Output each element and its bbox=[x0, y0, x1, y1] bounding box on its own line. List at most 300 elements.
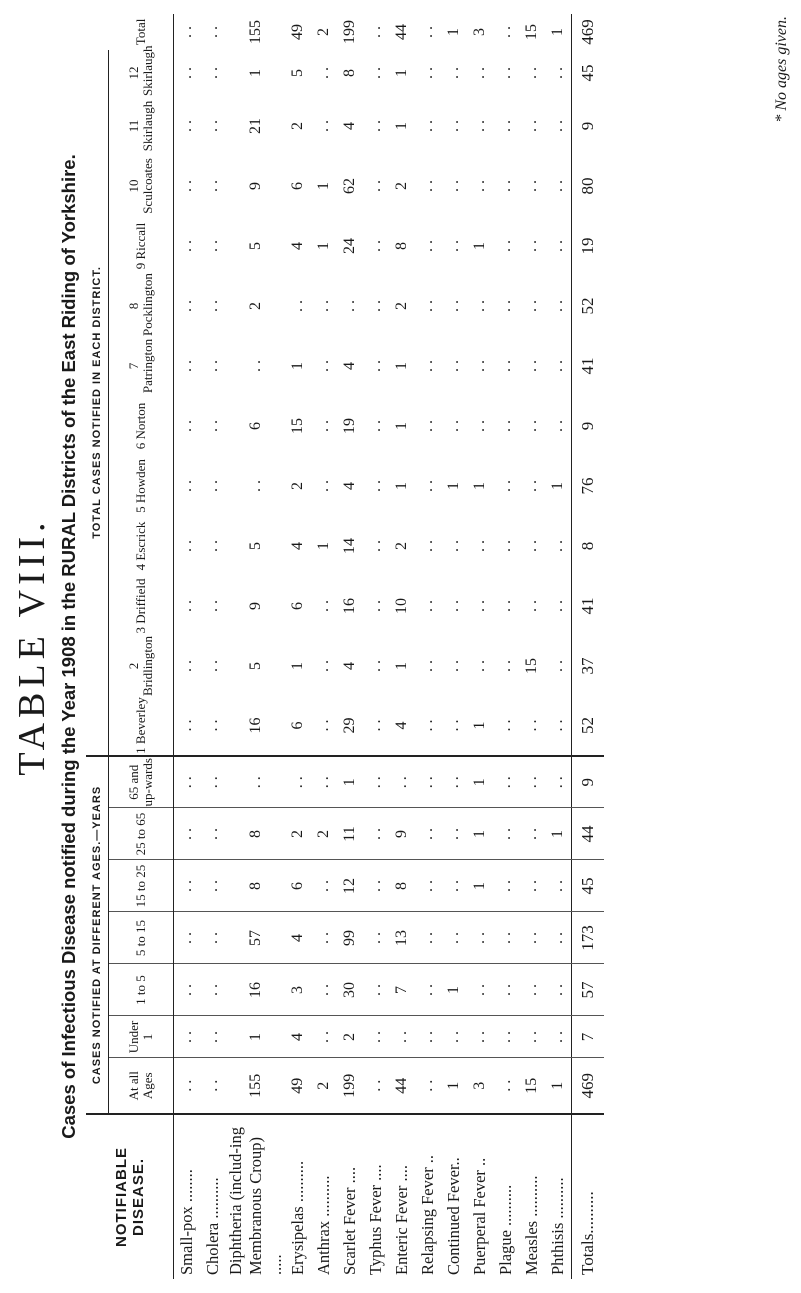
district-header: 1 Beverley bbox=[109, 696, 174, 756]
value-cell: 4 bbox=[289, 542, 307, 550]
disease-name: Enteric Fever .... bbox=[389, 1114, 415, 1279]
value-cell: . . bbox=[523, 240, 541, 252]
value-cell: 173 bbox=[572, 912, 605, 964]
value-cell: 199 bbox=[341, 1073, 359, 1098]
disease-name: Small-pox ........ bbox=[174, 1114, 201, 1279]
value-cell: . . bbox=[549, 66, 567, 79]
value-cell: 52 bbox=[572, 696, 605, 756]
table-subtitle: Cases of Infectious Disease notified during the Year 1908 in the RURAL Districts of the East Riding of Yorkshire. bbox=[58, 154, 79, 1139]
value-cell: . . bbox=[200, 964, 226, 1016]
value-cell: . . bbox=[178, 240, 195, 252]
district-header: 5 Howden bbox=[109, 456, 174, 516]
disease-row bbox=[467, 14, 493, 1279]
value-cell: . . bbox=[419, 719, 437, 732]
value-cell: 8 bbox=[341, 68, 359, 77]
value-cell: 9 bbox=[572, 96, 605, 156]
value-cell: . . bbox=[419, 120, 437, 132]
value-cell: . . bbox=[367, 1079, 385, 1092]
value-cell: 5 bbox=[246, 662, 264, 670]
value-cell: . . bbox=[367, 240, 385, 252]
value-cell: 4 bbox=[341, 122, 359, 130]
value-cell: . . bbox=[445, 660, 463, 672]
value-cell: 1 bbox=[393, 482, 411, 490]
value-cell: . . bbox=[471, 660, 489, 672]
value-cell: . . bbox=[419, 420, 437, 432]
value-cell: . . bbox=[471, 180, 489, 192]
value-cell: . . bbox=[445, 120, 463, 132]
value-cell: . . bbox=[445, 600, 463, 612]
value-cell: . . bbox=[497, 25, 515, 38]
value-cell: 2 bbox=[315, 1081, 333, 1090]
value-cell: 15 bbox=[523, 23, 541, 40]
value-cell: . . bbox=[549, 180, 567, 192]
value-cell: 2 bbox=[289, 122, 307, 130]
value-cell: 76 bbox=[572, 456, 605, 516]
value-cell: . . bbox=[549, 300, 567, 312]
value-cell: 1 bbox=[549, 1081, 567, 1090]
value-cell: 19 bbox=[341, 418, 359, 434]
value-cell: . . bbox=[523, 719, 541, 732]
value-cell: 16 bbox=[226, 964, 285, 1016]
value-cell: 4 bbox=[341, 362, 359, 370]
value-cell: . . bbox=[367, 660, 385, 672]
value-cell: 19 bbox=[572, 216, 605, 276]
value-cell: . . bbox=[204, 1079, 221, 1092]
value-cell: 2 bbox=[246, 302, 264, 310]
value-cell: . . bbox=[367, 120, 385, 132]
value-cell: 3 bbox=[285, 964, 311, 1016]
value-cell: 1 bbox=[315, 542, 333, 550]
value-cell: . . bbox=[441, 1016, 467, 1058]
value-cell: . . bbox=[497, 120, 515, 132]
value-cell: . . bbox=[549, 660, 567, 672]
value-cell: . . bbox=[367, 66, 385, 79]
value-cell: . . bbox=[419, 600, 437, 612]
value-cell: . . bbox=[519, 964, 545, 1016]
value-cell: . . bbox=[178, 540, 195, 552]
value-cell: . . bbox=[178, 66, 195, 79]
value-cell: 14 bbox=[341, 538, 359, 554]
value-cell: 52 bbox=[572, 276, 605, 336]
value-cell: . . bbox=[471, 540, 489, 552]
value-cell: . . bbox=[311, 964, 337, 1016]
value-cell: . . bbox=[445, 540, 463, 552]
value-cell: 1 bbox=[289, 662, 307, 670]
value-cell: . . bbox=[315, 420, 333, 432]
value-cell: . . bbox=[315, 660, 333, 672]
value-cell: 1 bbox=[441, 964, 467, 1016]
value-cell: . . bbox=[419, 540, 437, 552]
value-cell: . . bbox=[445, 66, 463, 79]
value-cell: . . bbox=[415, 964, 441, 1016]
value-cell: 1 bbox=[467, 860, 493, 912]
value-cell: . . bbox=[545, 1016, 572, 1058]
disease-name: Cholera .......... bbox=[200, 1114, 226, 1279]
value-cell: 155 bbox=[246, 19, 264, 44]
value-cell: 7 bbox=[572, 1016, 605, 1058]
value-cell: . . bbox=[178, 420, 195, 432]
value-cell: . . bbox=[363, 808, 389, 860]
value-cell: 24 bbox=[341, 238, 359, 254]
value-cell: . . bbox=[545, 964, 572, 1016]
value-cell: . . bbox=[445, 360, 463, 372]
age-header: 1 to 5 bbox=[109, 964, 174, 1016]
value-cell: . . bbox=[441, 756, 467, 808]
value-cell: . . bbox=[545, 912, 572, 964]
value-cell: . . bbox=[178, 719, 195, 732]
value-cell: . . bbox=[315, 600, 333, 612]
value-cell: 16 bbox=[341, 598, 359, 614]
value-cell: . . bbox=[311, 860, 337, 912]
disease-row bbox=[389, 14, 415, 1279]
value-cell: . . bbox=[204, 540, 221, 552]
districts-group-header: TOTAL CASES NOTIFIED IN EACH DISTRICT. bbox=[86, 50, 109, 756]
value-cell: 2 bbox=[285, 808, 311, 860]
value-cell: . . bbox=[204, 660, 221, 672]
value-cell: 4 bbox=[341, 662, 359, 670]
value-cell: . . bbox=[415, 808, 441, 860]
value-cell: . . bbox=[367, 360, 385, 372]
value-cell: . . bbox=[419, 300, 437, 312]
value-cell: 62 bbox=[341, 178, 359, 194]
value-cell: . . bbox=[419, 480, 437, 492]
value-cell: . . bbox=[415, 756, 441, 808]
value-cell: . . bbox=[367, 719, 385, 732]
ages-group-header: CASES NOTIFIED AT DIFFERENT AGES.—YEARS bbox=[86, 756, 109, 1114]
disease-name: Erysipelas .......... bbox=[285, 1114, 311, 1279]
disease-row bbox=[174, 14, 201, 1279]
value-cell: . . bbox=[246, 360, 264, 372]
value-cell: . . bbox=[178, 1079, 195, 1092]
value-cell: . . bbox=[311, 1016, 337, 1058]
value-cell: . . bbox=[367, 300, 385, 312]
value-cell: . . bbox=[389, 1016, 415, 1058]
value-cell: 15 bbox=[523, 1077, 541, 1094]
value-cell: . . bbox=[174, 912, 201, 964]
column-headers bbox=[109, 14, 174, 1279]
value-cell: . . bbox=[549, 360, 567, 372]
value-cell: 4 bbox=[285, 912, 311, 964]
infectious-disease-table bbox=[86, 14, 604, 1279]
value-cell: . . bbox=[523, 360, 541, 372]
value-cell: 199 bbox=[341, 19, 359, 44]
value-cell: . . bbox=[178, 660, 195, 672]
value-cell: . . bbox=[471, 300, 489, 312]
value-cell: . . bbox=[471, 120, 489, 132]
value-cell: . . bbox=[415, 912, 441, 964]
value-cell: . . bbox=[178, 600, 195, 612]
value-cell: . . bbox=[315, 120, 333, 132]
value-cell: . . bbox=[497, 420, 515, 432]
value-cell: . . bbox=[178, 180, 195, 192]
value-cell: . . bbox=[363, 756, 389, 808]
value-cell: 4 bbox=[393, 721, 411, 730]
value-cell: . . bbox=[523, 600, 541, 612]
value-cell: 1 bbox=[471, 242, 489, 250]
disease-name: Anthrax .......... bbox=[311, 1114, 337, 1279]
value-cell: 1 bbox=[337, 756, 363, 808]
value-cell: . . bbox=[471, 360, 489, 372]
value-cell: . . bbox=[174, 860, 201, 912]
value-cell: 10 bbox=[393, 598, 411, 614]
value-cell: . . bbox=[204, 719, 221, 732]
value-cell: . . bbox=[467, 964, 493, 1016]
value-cell: 41 bbox=[572, 576, 605, 636]
value-cell: . . bbox=[419, 360, 437, 372]
value-cell: 1 bbox=[545, 808, 572, 860]
value-cell: . . bbox=[178, 360, 195, 372]
value-cell: . . bbox=[471, 420, 489, 432]
value-cell: . . bbox=[363, 1016, 389, 1058]
district-header: 4 Escrick bbox=[109, 516, 174, 576]
value-cell: 15 bbox=[289, 418, 307, 434]
value-cell: 16 bbox=[246, 717, 264, 734]
disease-name: Totals.......... bbox=[572, 1114, 605, 1279]
value-cell: . . bbox=[545, 860, 572, 912]
value-cell: 15 bbox=[523, 658, 541, 674]
disease-row bbox=[311, 14, 337, 1279]
value-cell: . . bbox=[178, 480, 195, 492]
value-cell: 469 bbox=[572, 14, 605, 50]
value-cell: . . bbox=[204, 300, 221, 312]
value-cell: . . bbox=[367, 420, 385, 432]
value-cell: 4 bbox=[341, 482, 359, 490]
value-cell: 45 bbox=[572, 860, 605, 912]
value-cell: 8 bbox=[226, 860, 285, 912]
disease-name: Continued Fever.. bbox=[441, 1114, 467, 1279]
district-header: 6 Norton bbox=[109, 396, 174, 456]
value-cell: 1 bbox=[445, 1081, 463, 1090]
value-cell: . . bbox=[174, 808, 201, 860]
value-cell: . . bbox=[523, 120, 541, 132]
value-cell: 6 bbox=[285, 860, 311, 912]
value-cell: . . bbox=[204, 600, 221, 612]
value-cell: . . bbox=[415, 860, 441, 912]
value-cell: 1 bbox=[393, 662, 411, 670]
value-cell: . . bbox=[200, 808, 226, 860]
value-cell: 29 bbox=[341, 717, 359, 734]
value-cell: 2 bbox=[337, 1016, 363, 1058]
disease-name: Diphtheria (includ-ing Membranous Croup) ..... bbox=[226, 1114, 285, 1279]
value-cell: . . bbox=[549, 420, 567, 432]
value-cell: . . bbox=[549, 540, 567, 552]
value-cell: 469 bbox=[572, 1058, 605, 1114]
value-cell: . . bbox=[523, 480, 541, 492]
age-header: Under 1 bbox=[109, 1016, 174, 1058]
disease-row bbox=[545, 14, 572, 1279]
value-cell: 1 bbox=[549, 482, 567, 490]
disease-name: Puerperal Fever .. bbox=[467, 1114, 493, 1279]
value-cell: . . bbox=[445, 240, 463, 252]
disease-name: Typhus Fever .... bbox=[363, 1114, 389, 1279]
value-cell: . . bbox=[519, 912, 545, 964]
value-cell: 1 bbox=[315, 182, 333, 190]
value-cell: . . bbox=[497, 66, 515, 79]
value-cell: . . bbox=[419, 180, 437, 192]
disease-name: Scarlet Fever .... bbox=[337, 1114, 363, 1279]
value-cell: 44 bbox=[393, 23, 411, 40]
value-cell: 1 bbox=[393, 362, 411, 370]
disease-row bbox=[200, 14, 226, 1279]
value-cell: . . bbox=[174, 964, 201, 1016]
value-cell: 21 bbox=[246, 118, 264, 134]
value-cell: 7 bbox=[389, 964, 415, 1016]
value-cell: . . bbox=[519, 808, 545, 860]
value-cell: 1 bbox=[393, 122, 411, 130]
value-cell: 45 bbox=[572, 50, 605, 96]
value-cell: . . bbox=[311, 756, 337, 808]
value-cell: . . bbox=[315, 300, 333, 312]
value-cell: . . bbox=[204, 120, 221, 132]
value-cell: 8 bbox=[572, 516, 605, 576]
value-cell: . . bbox=[389, 756, 415, 808]
value-cell: . . bbox=[419, 1079, 437, 1092]
value-cell: . . bbox=[493, 756, 519, 808]
value-cell: 1 bbox=[549, 27, 567, 36]
value-cell: . . bbox=[289, 300, 307, 312]
value-cell: . . bbox=[419, 66, 437, 79]
disease-name: Plague .......... bbox=[493, 1114, 519, 1279]
value-cell: . . bbox=[497, 480, 515, 492]
value-cell: . . bbox=[200, 1016, 226, 1058]
age-header: At all Ages bbox=[109, 1058, 174, 1114]
value-cell: 4 bbox=[289, 242, 307, 250]
value-cell: 9 bbox=[246, 602, 264, 610]
age-header: 15 to 25 bbox=[109, 860, 174, 912]
value-cell: . . bbox=[204, 420, 221, 432]
value-cell: . . bbox=[363, 912, 389, 964]
age-header: 65 and up-wards bbox=[109, 756, 174, 808]
value-cell: . . bbox=[178, 25, 195, 38]
value-cell: . . bbox=[445, 300, 463, 312]
value-cell: 2 bbox=[393, 542, 411, 550]
district-header: 9 Riccall bbox=[109, 216, 174, 276]
heading bbox=[10, 14, 80, 1279]
value-cell: 12 bbox=[337, 860, 363, 912]
value-cell: 6 bbox=[289, 602, 307, 610]
value-cell: . . bbox=[315, 719, 333, 732]
value-cell: . . bbox=[467, 1016, 493, 1058]
value-cell: 8 bbox=[226, 808, 285, 860]
district-header: Total bbox=[109, 14, 174, 50]
value-cell: 1 bbox=[315, 242, 333, 250]
value-cell: . . bbox=[363, 860, 389, 912]
value-cell: 9 bbox=[572, 396, 605, 456]
disease-row bbox=[493, 14, 519, 1279]
value-cell: 2 bbox=[393, 302, 411, 310]
value-cell: 2 bbox=[289, 482, 307, 490]
value-cell: . . bbox=[523, 540, 541, 552]
value-cell: . . bbox=[523, 420, 541, 432]
value-cell: . . bbox=[200, 860, 226, 912]
value-cell: . . bbox=[367, 540, 385, 552]
value-cell: 155 bbox=[246, 1073, 264, 1098]
value-cell: . . bbox=[367, 25, 385, 38]
value-cell: 1 bbox=[467, 756, 493, 808]
value-cell: . . bbox=[445, 180, 463, 192]
value-cell: 1 bbox=[393, 68, 411, 77]
value-cell: 1 bbox=[445, 482, 463, 490]
value-cell: . . bbox=[204, 240, 221, 252]
value-cell: 3 bbox=[471, 27, 489, 36]
value-cell: . . bbox=[471, 600, 489, 612]
value-cell: 41 bbox=[572, 336, 605, 396]
value-cell: . . bbox=[497, 660, 515, 672]
value-cell: . . bbox=[200, 756, 226, 808]
value-cell: . . bbox=[497, 600, 515, 612]
value-cell: . . bbox=[315, 66, 333, 79]
value-cell: . . bbox=[545, 756, 572, 808]
value-cell: . . bbox=[367, 480, 385, 492]
value-cell: . . bbox=[519, 860, 545, 912]
value-cell: 2 bbox=[393, 182, 411, 190]
disease-row bbox=[337, 14, 363, 1279]
value-cell: . . bbox=[311, 912, 337, 964]
value-cell: . . bbox=[471, 66, 489, 79]
value-cell: 6 bbox=[289, 721, 307, 730]
value-cell: . . bbox=[493, 860, 519, 912]
value-cell: 80 bbox=[572, 156, 605, 216]
disease-row bbox=[226, 14, 285, 1279]
value-cell: . . bbox=[519, 1016, 545, 1058]
value-cell: . . bbox=[415, 1016, 441, 1058]
value-cell: . . bbox=[493, 1016, 519, 1058]
value-cell: . . bbox=[523, 180, 541, 192]
totals-row bbox=[572, 14, 605, 1279]
value-cell: . . bbox=[226, 756, 285, 808]
footnote: * No ages given. bbox=[773, 16, 790, 123]
value-cell: 9 bbox=[572, 756, 605, 808]
district-header: 10 Sculcoates bbox=[109, 156, 174, 216]
value-cell: 2 bbox=[311, 808, 337, 860]
value-cell: . . bbox=[441, 860, 467, 912]
value-cell: . . bbox=[497, 360, 515, 372]
disease-row bbox=[519, 14, 545, 1279]
value-cell: . . bbox=[441, 808, 467, 860]
value-cell: . . bbox=[497, 300, 515, 312]
value-cell: . . bbox=[204, 360, 221, 372]
value-cell: . . bbox=[200, 912, 226, 964]
age-header: 25 to 65 bbox=[109, 808, 174, 860]
value-cell: . . bbox=[341, 300, 359, 312]
value-cell: 8 bbox=[393, 242, 411, 250]
value-cell: 13 bbox=[389, 912, 415, 964]
value-cell: . . bbox=[204, 25, 221, 38]
value-cell: 1 bbox=[467, 808, 493, 860]
value-cell: . . bbox=[497, 240, 515, 252]
value-cell: 5 bbox=[246, 242, 264, 250]
table-number: TABLE VIII. bbox=[11, 517, 53, 776]
value-cell: . . bbox=[178, 300, 195, 312]
value-cell: . . bbox=[445, 420, 463, 432]
value-cell: 99 bbox=[337, 912, 363, 964]
value-cell: . . bbox=[493, 964, 519, 1016]
value-cell: . . bbox=[315, 360, 333, 372]
value-cell: 4 bbox=[285, 1016, 311, 1058]
district-header: 3 Driffield bbox=[109, 576, 174, 636]
value-cell: . . bbox=[174, 1016, 201, 1058]
disease-row bbox=[441, 14, 467, 1279]
value-cell: . . bbox=[285, 756, 311, 808]
value-cell: 9 bbox=[389, 808, 415, 860]
value-cell: 44 bbox=[572, 808, 605, 860]
value-cell: . . bbox=[523, 300, 541, 312]
value-cell: . . bbox=[493, 808, 519, 860]
value-cell: . . bbox=[467, 912, 493, 964]
value-cell: . . bbox=[549, 600, 567, 612]
district-header: 12 Skirlaugh bbox=[109, 50, 174, 96]
disease-column-header: NOTIFIABLE DISEASE. bbox=[86, 1114, 174, 1279]
